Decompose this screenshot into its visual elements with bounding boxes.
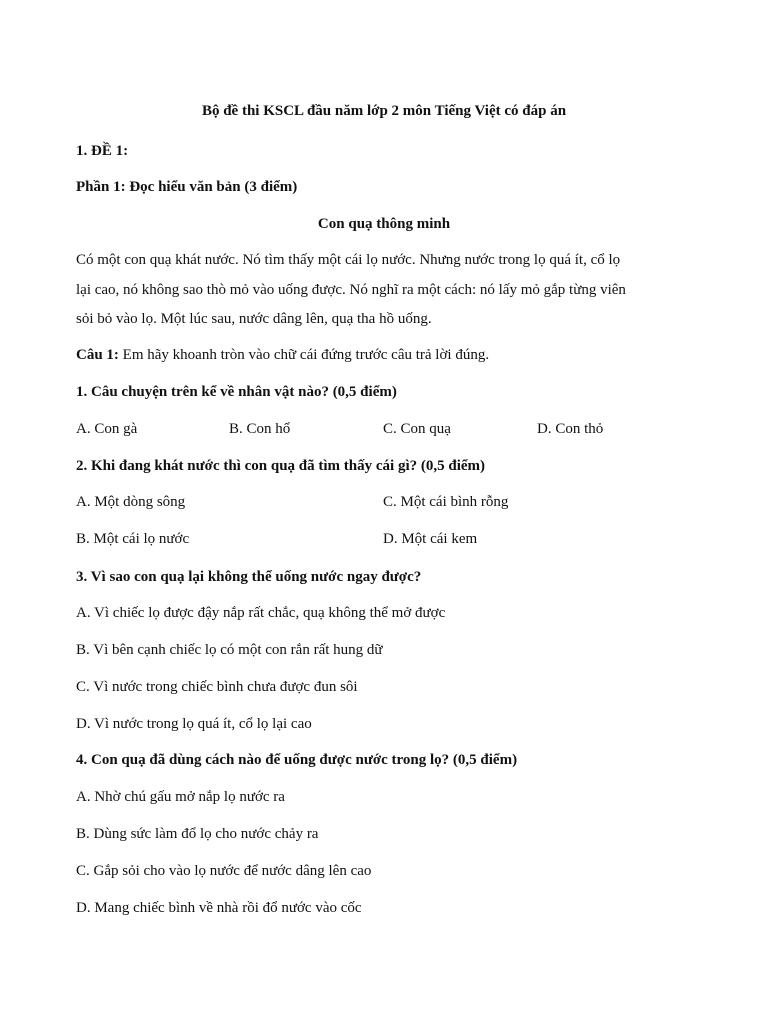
- question-3-option-d: D. Vì nước trong lọ quá ít, cổ lọ lại cao: [76, 716, 312, 732]
- story-title: Con quạ thông minh: [317, 216, 451, 232]
- question-3-option-b: B. Vì bên cạnh chiếc lọ có một con rắn rất hung dữ: [76, 642, 383, 658]
- question-3-option-a: A. Vì chiếc lọ được đậy nắp rất chắc, quạ không thể mở được: [76, 605, 446, 621]
- question-instruction: [76, 345, 489, 365]
- part-heading: Phần 1: Đọc hiểu văn bản (3 điểm): [76, 179, 298, 195]
- question-1-option-b: B. Con hổ: [229, 421, 291, 437]
- question-label: Câu 1:: [76, 347, 119, 363]
- question-2-option-d: D. Một cái kem: [383, 531, 478, 547]
- question-2-option-c: C. Một cái bình rỗng: [383, 494, 509, 510]
- document-title: Bộ đề thi KSCL đầu năm lớp 2 môn Tiếng Việt có đáp án: [201, 103, 567, 119]
- question-4-option-c: C. Gắp sỏi cho vào lọ nước để nước dâng lên cao: [76, 863, 372, 879]
- question-2: 2. Khi đang khát nước thì con quạ đã tìm thấy cái gì? (0,5 điểm): [76, 458, 486, 474]
- question-4-option-d: D. Mang chiếc bình về nhà rồi đổ nước vào cốc: [76, 900, 362, 916]
- question-1-option-d: D. Con thỏ: [537, 421, 604, 437]
- question-1: 1. Câu chuyện trên kể về nhân vật nào? (0,5 điểm): [76, 384, 397, 400]
- story-line: lại cao, nó không sao thò mỏ vào uống được. Nó nghĩ ra một cách: nó lấy mỏ gắp từng viên: [76, 282, 626, 298]
- question-3-option-c: C. Vì nước trong chiếc bình chưa được đun sôi: [76, 679, 358, 695]
- story-line: sỏi bỏ vào lọ. Một lúc sau, nước dâng lên, quạ tha hồ uống.: [76, 311, 432, 327]
- question-4-option-a: A. Nhờ chú gấu mở nắp lọ nước ra: [76, 789, 285, 805]
- question-4-option-b: B. Dùng sức làm đổ lọ cho nước chảy ra: [76, 826, 319, 842]
- question-4: 4. Con quạ đã dùng cách nào để uống được nước trong lọ? (0,5 điểm): [76, 752, 518, 768]
- story-line: Có một con quạ khát nước. Nó tìm thấy một cái lọ nước. Nhưng nước trong lọ quá ít, cổ lọ: [76, 252, 621, 268]
- question-2-option-b: B. Một cái lọ nước: [76, 531, 190, 547]
- question-1-option-a: A. Con gà: [76, 421, 138, 437]
- question-2-option-a: A. Một dòng sông: [76, 494, 186, 510]
- exam-heading: 1. ĐỀ 1:: [76, 143, 129, 159]
- question-3: 3. Vì sao con quạ lại không thể uống nước ngay được?: [76, 569, 422, 585]
- question-1-option-c: C. Con quạ: [383, 421, 451, 437]
- instruction-text: Em hãy khoanh tròn vào chữ cái đứng trước câu trả lời đúng.: [118, 347, 490, 363]
